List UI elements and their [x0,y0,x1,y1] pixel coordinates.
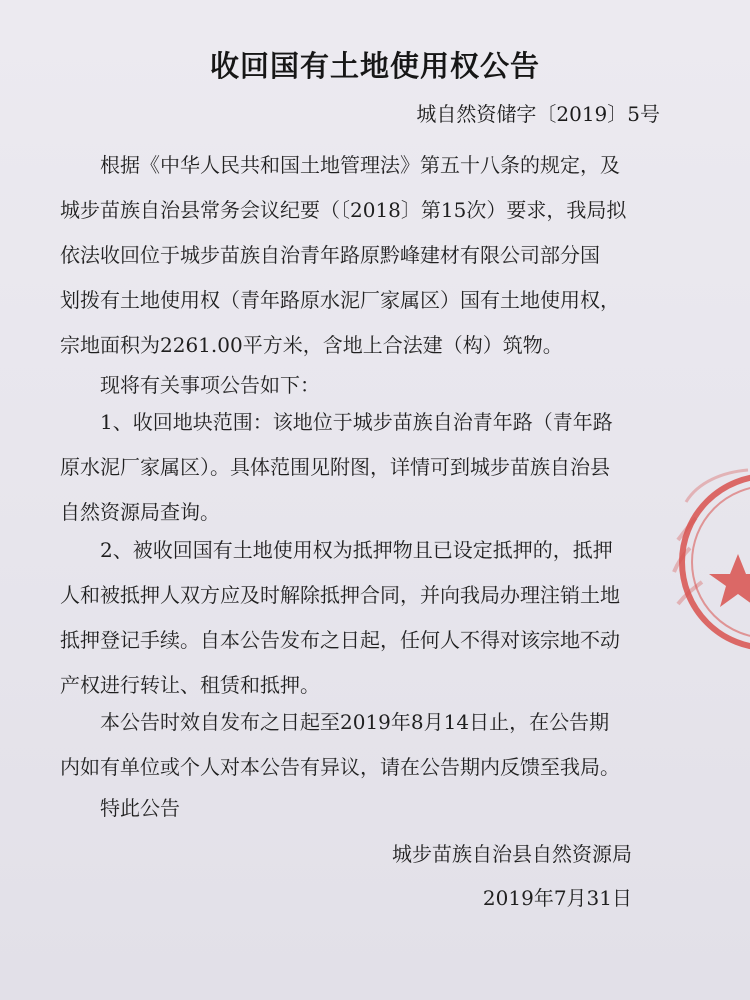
text-line: 自然资源局查询。 [60,500,220,524]
text-line: 本公告时效自发布之日起至2019年8月14日止，在公告期 [100,710,610,734]
text-line: 人和被抵押人双方应及时解除抵押合同，并向我局办理注销土地 [60,583,620,607]
text-line: 2、被收回国有土地使用权为抵押物且已设定抵押的，抵押 [100,538,613,562]
issue-date: 2019年7月31日 [482,886,632,910]
text-line: 城步苗族自治县常务会议纪要（〔2018〕第15次）要求，我局拟 [60,198,627,222]
issuer-signature: 城步苗族自治县自然资源局 [392,842,632,866]
paragraph-validity [60,700,660,790]
paragraph-legal-basis [60,143,660,368]
text-line: 内如有单位或个人对本公告有异议，请在公告期内反馈至我局。 [60,755,620,779]
text-line: 划拨有土地使用权（青年路原水泥厂家属区）国有土地使用权， [60,288,620,312]
text-line: 宗地面积为2261.00平方米，含地上合法建（构）筑物。 [60,333,563,357]
paragraph-item-2 [60,528,660,708]
text-line: 原水泥厂家属区）。具体范围见附图，详情可到城步苗族自治县 [60,455,610,479]
text-line: 特此公告 [100,796,180,820]
text-line: 抵押登记手续。自本公告发布之日起，任何人不得对该宗地不动 [60,628,620,652]
text-line: 产权进行转让、租赁和抵押。 [60,673,320,697]
document-title: 收回国有土地使用权公告 [209,49,540,83]
text-line: 依法收回位于城步苗族自治青年路原黔峰建材有限公司部分国 [60,243,600,267]
paragraph-closing [60,786,660,831]
text-line: 现将有关事项公告如下： [100,373,320,397]
text-line: 根据《中华人民共和国土地管理法》第五十八条的规定，及 [100,153,620,177]
document-number: 城自然资储字〔2019〕5号 [416,102,660,126]
text-line: 1、收回地块范围：该地位于城步苗族自治青年路（青年路 [100,410,613,434]
official-seal-icon [668,462,750,662]
paragraph-item-1 [60,400,660,535]
